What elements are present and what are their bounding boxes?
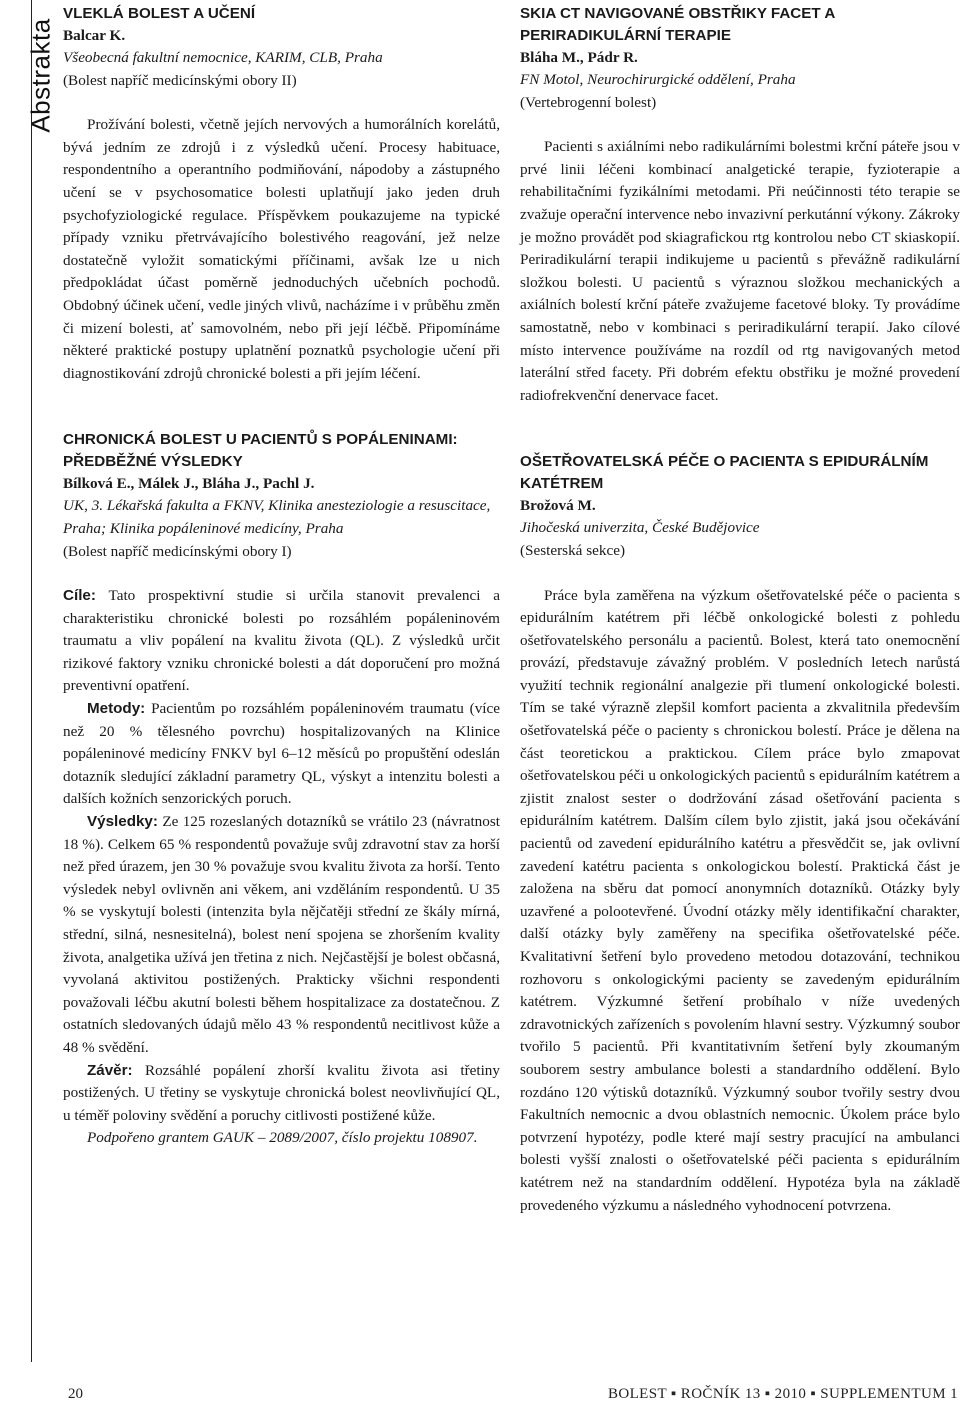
abstract-body: Pacienti s axiálními nebo radikulárními bolestmi krční páteře jsou v prvé linii léčeni kombinací analgetické terapie, fyzioterapie a rehabilitačními fyzikálními metodami. Při neúčinnosti této terapie se zvažuje operační intervence nebo invazivní perkutánní výkony. Zákroky je možno provádět pod skiagrafickou rtg kontrolou nebo CT skiaskopií. Periradikulární terapii indikujeme u pacientů s převážně radikulární složkou bolesti. U pacientů s výraznou složkou mechanických a axiálních bolestí krční páteře zvažujeme facetové bloky. Ty provádíme samostatně, nebo v kombinaci s periradikulární terapií. Jako cílové místo intervence používáme na rozdíl od rtg navigovaných metod laterální střed facety. Při dobrém efektu obstřiku je možné provedení radiofrekvenční denervace facet. <box>520 138 960 404</box>
abstract-4 <box>520 451 960 1217</box>
abstract-2 <box>63 429 500 1150</box>
page-number: 20 <box>68 1386 83 1402</box>
abstract-authors: Brožová M. <box>520 497 596 515</box>
abstract-title: CHRONICKÁ BOLEST U PACIENTŮ S POPÁLENINAMI: PŘEDBĚŽNÉ VÝSLEDKY <box>63 431 458 471</box>
abstract-title: SKIA CT NAVIGOVANÉ OBSTŘIKY FACET A PERIRADIKULÁRNÍ TERAPIE <box>520 5 835 44</box>
conclusion-paragraph <box>63 1060 500 1128</box>
abstract-section: (Vertebrogenní bolest) <box>520 93 657 111</box>
abstract-title: VLEKLÁ BOLEST A UČENÍ <box>63 5 256 22</box>
abstract-3 <box>520 3 960 407</box>
abstract-affiliation: FN Motol, Neurochirurgické oddělení, Praha <box>520 71 796 88</box>
results-label: Výsledky: <box>87 813 158 831</box>
abstract-affiliation: Jihočeská univerzita, České Budějovice <box>520 519 760 537</box>
aims-text: Tato prospektivní studie si určila stanovit prevalenci a charakteristiku chronické bolesti po rozsáhlém popáleninovém traumatu a vliv popálení na kvalitu života (QL). Z výsledků určit rizikové faktory vzniku chronické bolesti a dát doporučení pro možná preventivní opatření. <box>63 587 500 695</box>
abstract-body: Práce byla zaměřena na výzkum ošetřovatelské péče o pacienta s epidurálním katétrem při léčbě onkologické bolesti z pohledu ošetřovatelského personálu a pacientů. Bolest, která tato onemocnění provází, představuje závažný problém. V posledních letech narůstá využití technik regionální analgezie při tlumení onkologické bolesti. Tím se také výrazně zlepšil komfort pacienta a zkvalitnila především ošetřovatelská péče o pacienty s chronickou bolestí. Práce je dělena na část teoretickou a praktickou. Cílem práce bylo zmapovat ošetřovatelskou péči u onkologických pacientů s epidurálním katétrem a zjistit znalost sester o dodržování zásad ošetřování pacienta s epidurálním katétrem. Dalším cílem bylo zjistit, jaká jsou očekávání pacientů od zavedení epidurálního katétru a přesvědčit se, jak ovlivní zavedení katétru pacienta s onkologickou bolestí. Praktická část je založena na sběru dat pomocí anonymních dotazníků. Otázky byly uzavřené a polootevřené. Úvodní otázky měly identifikační charakter, další otázky byly zaměřeny na specifika ošetřovatelské péče. Kvalitativní šetření bylo provedeno metodou dotazování, technikou rozhovoru s onkologickými pacienty se zavedeným epidurálním katétrem. Výzkumné šetření probíhalo v níže uvedených zdravotnických zařízeních s povolením hlavní sestry. Výzkumný soubor tvořilo 5 pacientů. Při kvantitativním šetření byly zkoumaným souborem sestry ambulance bolesti a standardního oddělení. Bylo rozdáno 120 výtisků dotazníků. Výzkumný soubor tvořily sestry dvou Fakultních nemocnic a dvou oblastních nemocnic. Úkolem práce bylo potvrzení hypotézy, podle které mají sestry pracující na ambulanci bolesti vyšší znalosti o ošetřovatelské péči pacienta s epidurálním katétrem než na standardním oddělení. Hypotéza byla na základě provedeného výzkumu a následného vyhodnocení potvrzena. <box>520 586 960 1214</box>
abstract-body: Prožívání bolesti, včetně jejích nervových a humorálních korelátů, bývá jedním ze zdrojů i z výsledků učení. Procesy habituace, respondentního a operantního podmiňování, nápodoby a zástupného učení se v psychosomatice bolesti uplatňují jako jeden druh psychofyziologické regulace. Příspěvkem poukazujeme na typické případy vzniku přetrvávajícího bolestivého reagování, jež nelze dostatečně vyložit somatickými příčinami, avšak lze u nich předpokládat účast poměrně jednoduchých učebních pochodů. Obdobný účinek učení, vedle jiných vlivů, nacházíme i v průběhu změn či mizení bolesti, ať samovolném, nebo při její léčbě. Připomínáme některé praktické postupy uplatnění poznatků psychologie učení při diagnostikování zdrojů chronické bolesti a při jejím léčení. <box>63 116 500 382</box>
conclusion-label: Závěr: <box>87 1061 133 1079</box>
left-column <box>63 3 500 1150</box>
methods-label: Metody: <box>87 700 146 718</box>
aims-paragraph <box>63 585 500 698</box>
conclusion-text: Rozsáhlé popálení zhorší kvalitu života asi třetiny postižených. U třetiny se vyskytuje chronická bolest neovlivňující QL, u téměř poloviny svědění a poruchy citlivosti postižené kůže. <box>63 1061 500 1124</box>
sidebar-label: Abstrakta <box>25 18 56 133</box>
abstract-authors: Balcar K. <box>63 27 126 44</box>
sidebar <box>0 0 56 1362</box>
aims-label: Cíle: <box>63 587 96 605</box>
abstract-authors: Bláha M., Pádr R. <box>520 49 638 66</box>
journal-info: BOLEST ▪ ROČNÍK 13 ▪ 2010 ▪ SUPPLEMENTUM 1 <box>607 1386 958 1402</box>
methods-paragraph <box>63 698 500 811</box>
abstract-1 <box>63 3 500 385</box>
abstract-section: (Bolest napříč medicínskými obory I) <box>63 542 292 560</box>
abstract-section: (Sesterská sekce) <box>520 541 625 559</box>
results-paragraph <box>63 811 500 1060</box>
page-footer <box>0 1386 960 1406</box>
right-column <box>520 3 960 1217</box>
methods-text: Pacientům po rozsáhlém popáleninovém traumatu (více než 20 % tělesného povrchu) hospitalizovaných na Klinice popáleninové medicíny FNKV byl 6–12 měsíců po propuštění odeslán dotazník sledující základní parametry QL, výskyt a intenzitu bolesti a dalších kožních senzorických poruch. <box>63 700 501 808</box>
abstract-affiliation: Všeobecná fakultní nemocnice, KARIM, CLB, Praha <box>63 49 383 66</box>
grant-note: Podpořeno grantem GAUK – 2089/2007, číslo projektu 108907. <box>87 1129 478 1147</box>
abstract-authors: Bílková E., Málek J., Bláha J., Pachl J. <box>63 475 315 493</box>
abstract-section: (Bolest napříč medicínskými obory II) <box>63 71 297 89</box>
abstract-affiliation: UK, 3. Lékařská fakulta a FKNV, Klinika anesteziologie a resuscitace, Praha; Klinika popáleninové medicíny, Praha <box>63 497 491 537</box>
abstract-title: OŠETŘOVATELSKÁ PÉČE O PACIENTA S EPIDURÁLNÍM KATÉTREM <box>520 453 929 493</box>
results-text: Ze 125 rozeslaných dotazníků se vrátilo 23 (návratnost 18 %). Celkem 65 % respondentů považuje svůj zdravotní stav za horší než před úrazem, jen 30 % považuje svou kvalitu života za horší. Tento výsledek nebyl ovlivněn ani věkem, ani vzděláním respondentů. U 35 % se vyskytují bolesti (intenzita byla nějčatěji střední ze škály mírná, střední, silná, nesnesitelná), bolest není spojena se zhoršením kvality života, analgetika užívá jen třetina z nich. Nejčastější je bolest občasná, vyvolaná aktivitou postižených. Prakticky všichni respondenti považovali léčbu akutní bolesti během hospitalizace za dostatečnou. Z ostatních sledovaných údajů mělo 43 % respondentů necitlivost kůže a 48 % svědění. <box>63 813 500 1056</box>
